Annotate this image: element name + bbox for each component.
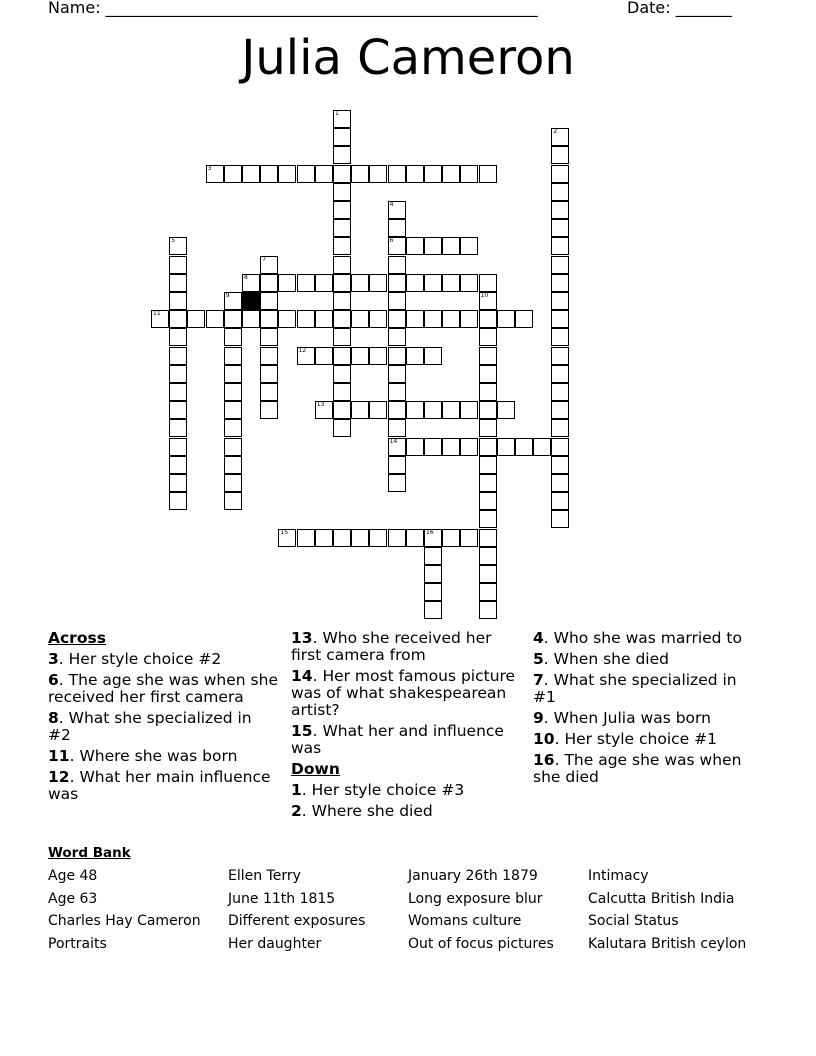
grid-cell[interactable]	[333, 328, 351, 346]
grid-cell[interactable]	[406, 165, 424, 183]
grid-cell[interactable]	[479, 529, 497, 547]
grid-cell[interactable]	[479, 419, 497, 437]
grid-cell[interactable]	[424, 274, 442, 292]
grid-cell[interactable]	[424, 438, 442, 456]
grid-cell[interactable]	[551, 347, 569, 365]
grid-cell[interactable]	[442, 237, 460, 255]
word-bank-item: Age 63	[48, 890, 98, 907]
grid-cell[interactable]	[551, 365, 569, 383]
clue-number: 9	[225, 292, 230, 299]
grid-cell[interactable]	[442, 165, 460, 183]
grid-cell[interactable]	[479, 274, 497, 292]
grid-cell[interactable]	[551, 219, 569, 237]
grid-cell[interactable]	[424, 601, 442, 619]
grid-cell[interactable]	[260, 328, 278, 346]
grid-cell[interactable]	[551, 383, 569, 401]
clue-down-1: 1. Her style choice #3	[291, 781, 465, 799]
grid-cell[interactable]	[333, 383, 351, 401]
clue-number: 12	[298, 346, 307, 354]
grid-cell[interactable]	[351, 274, 369, 292]
grid-cell[interactable]	[551, 328, 569, 346]
word-bank-item: Out of focus pictures	[408, 935, 554, 952]
grid-cell[interactable]	[551, 474, 569, 492]
grid-cell[interactable]	[442, 438, 460, 456]
grid-cell[interactable]	[479, 347, 497, 365]
word-bank-column-3	[408, 868, 554, 952]
grid-cell[interactable]	[551, 510, 569, 528]
grid-cell[interactable]	[169, 347, 187, 365]
clue-number: 6	[389, 237, 394, 245]
grid-cell[interactable]	[224, 419, 242, 437]
clue-down-10: 10. Her style choice #1	[533, 730, 717, 748]
grid-cell[interactable]	[369, 165, 387, 183]
word-bank-item: Long exposure blur	[408, 890, 543, 907]
grid-cell[interactable]	[551, 146, 569, 164]
grid-cell[interactable]	[442, 274, 460, 292]
grid-cell[interactable]	[260, 365, 278, 383]
word-bank-item: Age 48	[48, 868, 98, 884]
grid-cell[interactable]	[333, 365, 351, 383]
word-bank-column-2	[228, 868, 365, 952]
grid-cell[interactable]	[479, 310, 497, 328]
grid-cell[interactable]	[551, 492, 569, 510]
word-bank-item: Social Status	[588, 913, 679, 929]
grid-cell[interactable]	[442, 529, 460, 547]
grid-cell[interactable]	[333, 419, 351, 437]
word-bank-title: Word Bank	[48, 845, 131, 861]
down-heading: Down	[291, 760, 340, 778]
word-bank-item: June 11th 1815	[228, 890, 336, 907]
clue-across-13: 13. Who she received her first camera from	[291, 629, 492, 664]
grid-cell[interactable]	[388, 401, 406, 419]
clue-number: 11	[153, 310, 161, 318]
grid-cell[interactable]	[187, 310, 205, 328]
grid-cell[interactable]	[224, 165, 242, 183]
grid-cell[interactable]	[424, 565, 442, 583]
clue-across-12: 12. What her main influence was	[48, 768, 271, 803]
grid-cell[interactable]	[297, 310, 315, 328]
grid-cell[interactable]	[551, 456, 569, 474]
grid-cell[interactable]	[351, 347, 369, 365]
grid-cell[interactable]	[497, 310, 515, 328]
clue-number: 5	[171, 237, 176, 245]
clue-number: 15	[280, 528, 289, 536]
grid-cell[interactable]	[424, 165, 442, 183]
grid-cell[interactable]	[224, 438, 242, 456]
grid-cell[interactable]	[224, 347, 242, 365]
clue-across-11: 11. Where she was born	[48, 747, 238, 765]
grid-cell[interactable]	[242, 165, 260, 183]
grid-cell[interactable]	[333, 183, 351, 201]
grid-cell[interactable]	[479, 601, 497, 619]
grid-cell[interactable]	[169, 419, 187, 437]
grid-cell[interactable]	[533, 438, 551, 456]
grid-cell[interactable]	[206, 310, 224, 328]
clues-column-1	[48, 630, 278, 807]
grid-cell[interactable]	[388, 365, 406, 383]
word-bank-column-4	[588, 868, 746, 952]
grid-cell[interactable]	[479, 165, 497, 183]
grid-cell[interactable]	[278, 274, 296, 292]
grid-cell[interactable]	[169, 274, 187, 292]
grid-cell[interactable]	[260, 165, 278, 183]
grid-cell[interactable]	[515, 310, 533, 328]
grid-cell[interactable]	[515, 438, 533, 456]
word-bank-item: Her daughter	[228, 935, 322, 952]
grid-cell[interactable]	[333, 146, 351, 164]
clue-down-2: 2. Where she died	[291, 802, 433, 820]
word-bank-item: Portraits	[48, 935, 107, 952]
grid-cell[interactable]	[260, 292, 278, 310]
page-title: Julia Cameron	[241, 30, 575, 86]
grid-cell[interactable]	[551, 292, 569, 310]
grid-cell[interactable]	[551, 256, 569, 274]
word-bank-item: Different exposures	[228, 913, 366, 929]
clue-number: 8	[244, 273, 248, 281]
name-field-label: Name: ______________________________________________________	[48, 0, 538, 17]
grid-cell[interactable]	[278, 165, 296, 183]
grid-cell[interactable]	[388, 347, 406, 365]
grid-cell[interactable]	[479, 383, 497, 401]
grid-cell[interactable]	[460, 438, 478, 456]
clue-number: 13	[316, 401, 325, 409]
grid-cell[interactable]	[224, 474, 242, 492]
grid-cell[interactable]	[260, 310, 278, 328]
grid-cell[interactable]	[424, 583, 442, 601]
grid-cell[interactable]	[479, 456, 497, 474]
date-field-label: Date: _______	[627, 0, 732, 17]
grid-cell[interactable]	[169, 292, 187, 310]
word-bank-column-1	[48, 868, 201, 952]
grid-cell[interactable]	[169, 310, 187, 328]
grid-cell[interactable]	[406, 438, 424, 456]
grid-cell[interactable]	[351, 529, 369, 547]
grid-cell[interactable]	[333, 347, 351, 365]
word-bank-item: Ellen Terry	[228, 868, 301, 884]
grid-cell[interactable]	[169, 383, 187, 401]
grid-cell[interactable]	[260, 347, 278, 365]
grid-cell[interactable]	[388, 529, 406, 547]
grid-cell[interactable]	[479, 547, 497, 565]
grid-cell[interactable]	[224, 401, 242, 419]
grid-cell[interactable]	[406, 310, 424, 328]
clue-number: 2	[553, 128, 558, 136]
grid-cell[interactable]	[224, 492, 242, 510]
grid-cell[interactable]	[479, 365, 497, 383]
word-bank-item: Calcutta British India	[588, 890, 735, 907]
grid-cell[interactable]	[169, 401, 187, 419]
grid-cell[interactable]	[551, 183, 569, 201]
grid-cell[interactable]	[479, 492, 497, 510]
grid-cell[interactable]	[224, 365, 242, 383]
grid-cell[interactable]	[424, 237, 442, 255]
grid-cell[interactable]	[442, 401, 460, 419]
grid-cell[interactable]	[297, 529, 315, 547]
word-bank-item: Intimacy	[588, 868, 649, 884]
grid-cell[interactable]	[479, 474, 497, 492]
grid-cell[interactable]	[224, 328, 242, 346]
grid-cell[interactable]	[479, 401, 497, 419]
grid-cell[interactable]	[388, 474, 406, 492]
grid-cell[interactable]	[369, 401, 387, 419]
grid-cell[interactable]	[224, 383, 242, 401]
grid-cell[interactable]	[460, 165, 478, 183]
grid-cell[interactable]	[479, 328, 497, 346]
grid-cell[interactable]	[315, 310, 333, 328]
grid-cell[interactable]	[388, 219, 406, 237]
grid-cell[interactable]	[406, 401, 424, 419]
grid-cell[interactable]	[333, 237, 351, 255]
grid-cell[interactable]	[224, 456, 242, 474]
word-bank-item: Womans culture	[408, 913, 522, 929]
grid-cell[interactable]	[388, 292, 406, 310]
clue-number: 16	[426, 528, 434, 536]
grid-cell[interactable]	[369, 347, 387, 365]
clue-number: 7	[262, 255, 267, 263]
grid-cell[interactable]	[424, 547, 442, 565]
clue-number: 3	[207, 164, 212, 172]
grid-cell[interactable]	[551, 201, 569, 219]
grid-cell[interactable]	[406, 237, 424, 255]
grid-cell[interactable]	[333, 201, 351, 219]
grid-cell[interactable]	[333, 529, 351, 547]
grid-cell[interactable]	[460, 401, 478, 419]
grid-cell[interactable]	[278, 310, 296, 328]
grid-cell[interactable]	[388, 456, 406, 474]
grid-cell[interactable]	[369, 529, 387, 547]
grid-cell[interactable]	[333, 401, 351, 419]
grid-cell[interactable]	[479, 583, 497, 601]
grid-cell[interactable]	[315, 274, 333, 292]
clue-down-16: 16. The age she was when she died	[533, 751, 742, 786]
grid-cell[interactable]	[315, 529, 333, 547]
grid-cell[interactable]	[424, 401, 442, 419]
grid-cell[interactable]	[315, 165, 333, 183]
grid-cell[interactable]	[260, 274, 278, 292]
clue-down-4: 4. Who she was married to	[533, 629, 742, 647]
clue-number: 1	[335, 110, 339, 117]
clues-column-3	[533, 630, 763, 790]
grid-cell[interactable]	[315, 347, 333, 365]
clue-down-7: 7. What she specialized in #1	[533, 671, 737, 706]
grid-cell[interactable]	[551, 438, 569, 456]
grid-cell[interactable]	[551, 274, 569, 292]
grid-cell[interactable]	[169, 256, 187, 274]
grid-cell[interactable]	[388, 419, 406, 437]
grid-cell[interactable]	[497, 438, 515, 456]
grid-cell[interactable]	[333, 219, 351, 237]
clue-across-3: 3. Her style choice #2	[48, 650, 222, 668]
grid-cell[interactable]	[388, 274, 406, 292]
grid-cell[interactable]	[388, 310, 406, 328]
grid-cell[interactable]	[406, 347, 424, 365]
grid-cell[interactable]	[479, 438, 497, 456]
grid-cell[interactable]	[479, 565, 497, 583]
grid-cell[interactable]	[551, 419, 569, 437]
grid-cell[interactable]	[351, 401, 369, 419]
across-heading: Across	[48, 629, 106, 647]
grid-cell[interactable]	[333, 274, 351, 292]
grid-cell[interactable]	[479, 510, 497, 528]
grid-cell[interactable]	[460, 529, 478, 547]
grid-cell[interactable]	[497, 401, 515, 419]
grid-cell[interactable]	[333, 128, 351, 146]
word-bank-item: January 26th 1879	[408, 868, 538, 884]
grid-cell[interactable]	[551, 401, 569, 419]
grid-cell[interactable]	[242, 310, 260, 328]
grid-cell[interactable]	[369, 274, 387, 292]
grid-cell[interactable]	[551, 237, 569, 255]
grid-cell[interactable]	[351, 310, 369, 328]
grid-cell[interactable]	[297, 165, 315, 183]
clue-across-6: 6. The age she was when she received her first camera	[48, 671, 278, 706]
grid-cell[interactable]	[424, 347, 442, 365]
grid-cell[interactable]	[169, 438, 187, 456]
grid-cell[interactable]	[260, 401, 278, 419]
grid-cell[interactable]	[551, 310, 569, 328]
grid-cell[interactable]	[388, 256, 406, 274]
grid-cell[interactable]	[333, 256, 351, 274]
grid-cell[interactable]	[460, 274, 478, 292]
grid-cell[interactable]	[351, 165, 369, 183]
grid-cell[interactable]	[406, 529, 424, 547]
clue-across-15: 15. What her and influence was	[291, 722, 504, 757]
black-square	[242, 292, 260, 310]
grid-cell[interactable]	[260, 383, 278, 401]
grid-cell[interactable]	[169, 365, 187, 383]
grid-cell[interactable]	[169, 474, 187, 492]
clue-number: 14	[389, 437, 398, 445]
clues-column-2	[291, 630, 521, 824]
grid-cell[interactable]	[369, 310, 387, 328]
clue-number: 4	[389, 201, 394, 208]
clue-across-14: 14. Her most famous picture was of what shakespearean artist?	[291, 667, 516, 719]
word-bank-item: Charles Hay Cameron	[48, 913, 201, 929]
grid-cell[interactable]	[169, 456, 187, 474]
grid-cell[interactable]	[333, 310, 351, 328]
grid-cell[interactable]	[424, 310, 442, 328]
grid-cell[interactable]	[169, 492, 187, 510]
grid-cell[interactable]	[169, 328, 187, 346]
clue-down-5: 5. When she died	[533, 650, 669, 668]
grid-cell[interactable]	[388, 328, 406, 346]
grid-cell[interactable]	[297, 274, 315, 292]
word-bank-item: Kalutara British ceylon	[588, 935, 747, 952]
grid-cell[interactable]	[224, 310, 242, 328]
grid-cell[interactable]	[460, 310, 478, 328]
grid-cell[interactable]	[333, 292, 351, 310]
grid-cell[interactable]	[388, 165, 406, 183]
clue-across-8: 8. What she specialized in #2	[48, 709, 252, 744]
grid-cell[interactable]	[442, 310, 460, 328]
clue-number: 10	[480, 292, 489, 299]
clue-down-9: 9. When Julia was born	[533, 709, 711, 727]
grid-cell[interactable]	[460, 237, 478, 255]
grid-cell[interactable]	[406, 274, 424, 292]
grid-cell[interactable]	[388, 383, 406, 401]
grid-cell[interactable]	[333, 165, 351, 183]
grid-cell[interactable]	[551, 165, 569, 183]
